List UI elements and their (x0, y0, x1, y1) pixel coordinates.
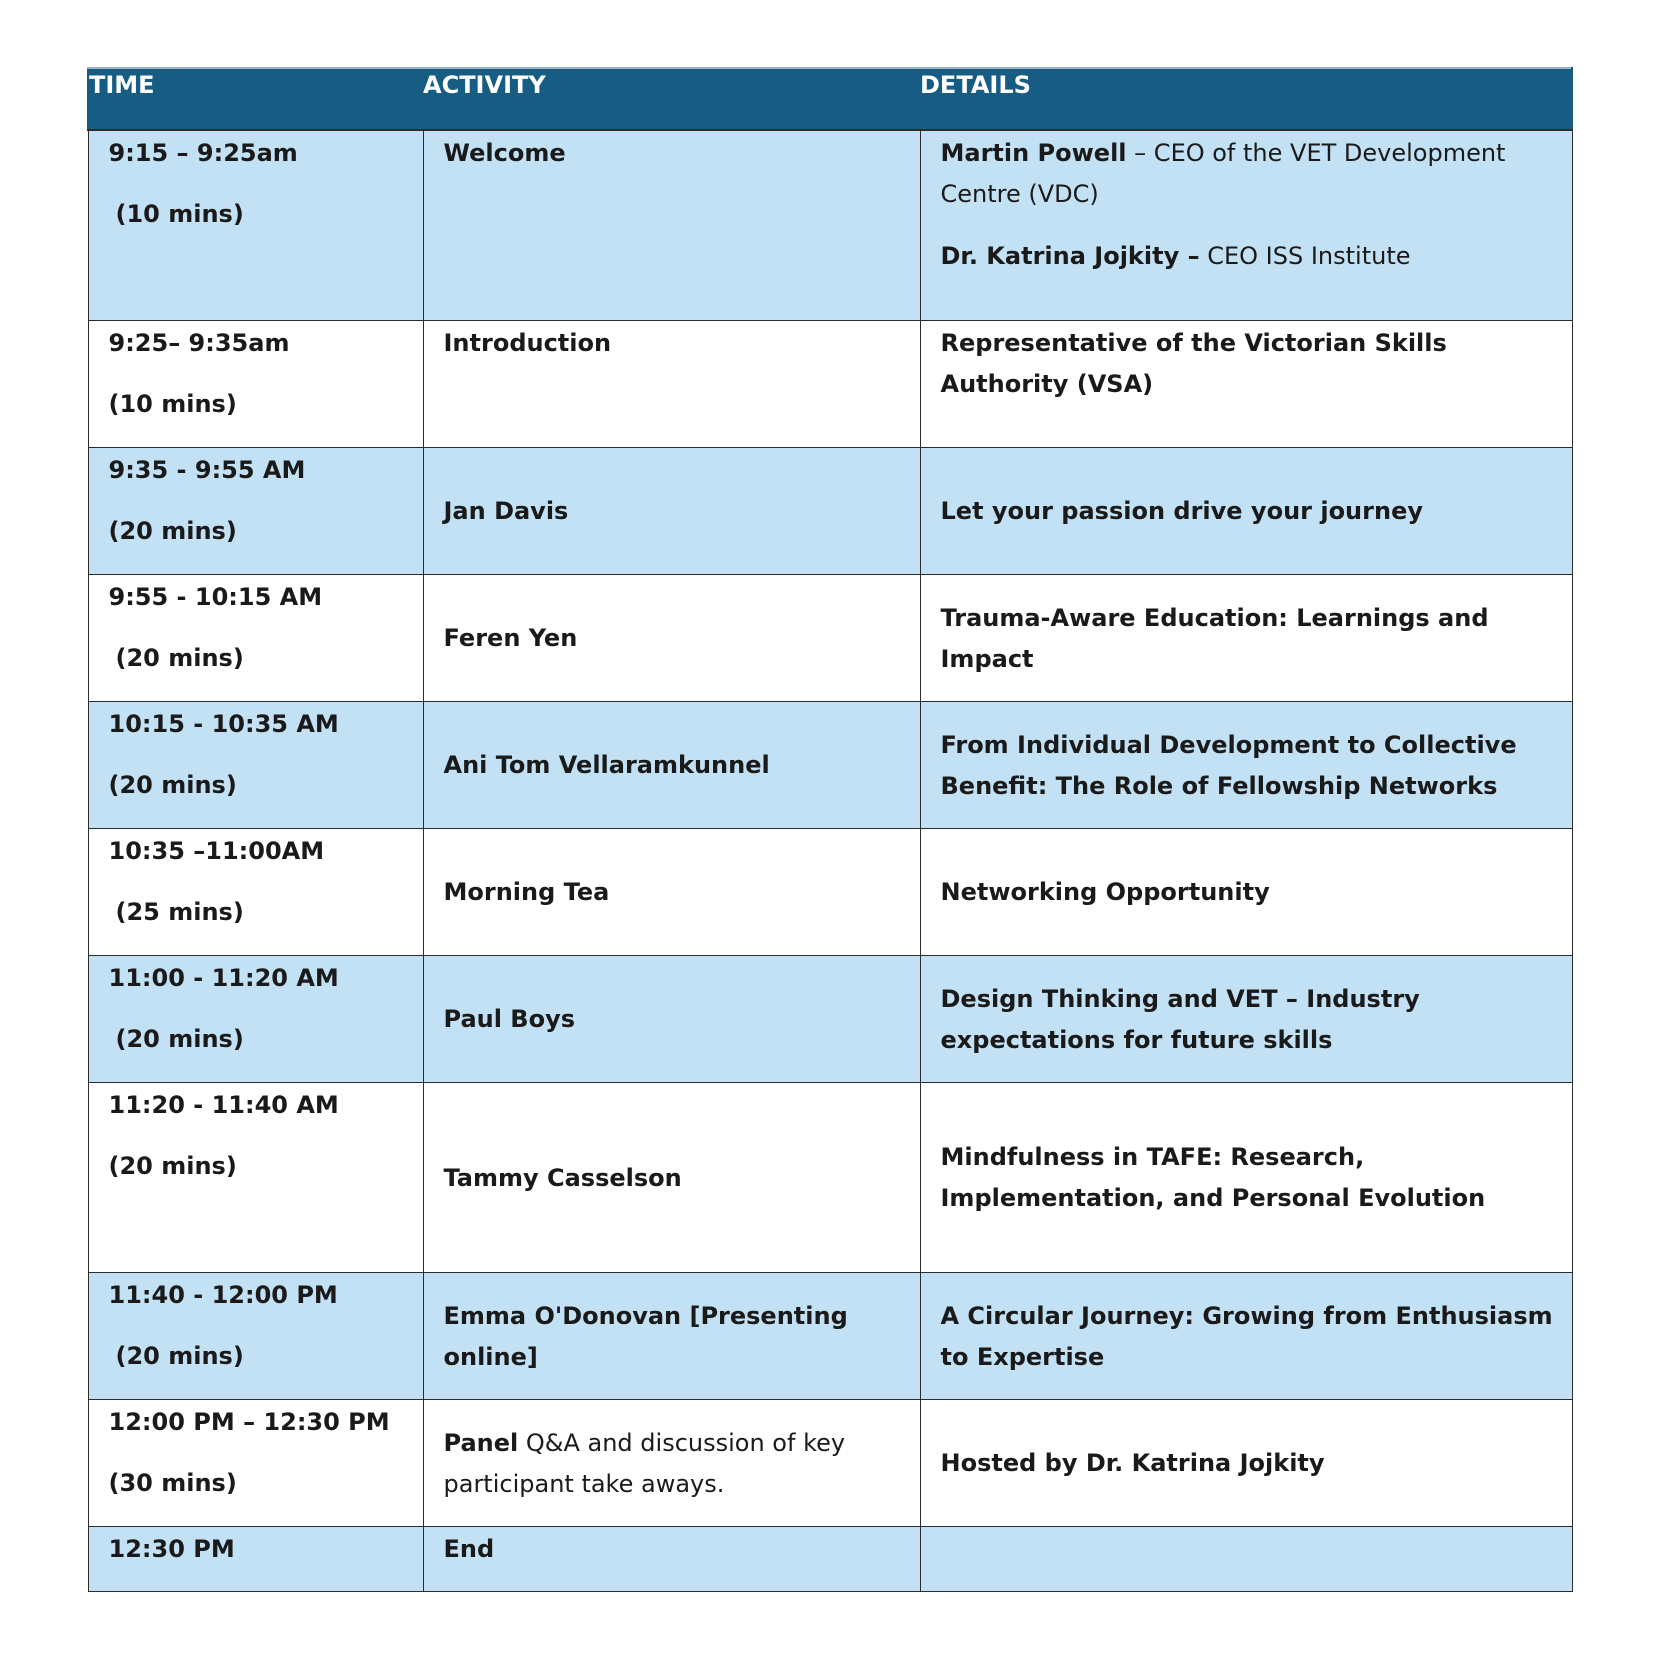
details-cell (920, 1082, 1572, 1272)
table-row (88, 320, 1572, 447)
details-cell (920, 828, 1572, 955)
agenda-table (87, 67, 1573, 1592)
time-cell (88, 130, 423, 320)
details-rest: CEO ISS Institute (1199, 242, 1411, 270)
activity-cell (423, 955, 920, 1082)
activity-text: Tammy Casselson (443, 1163, 682, 1192)
time-cell (88, 1082, 423, 1272)
details-cell (920, 701, 1572, 828)
details-text: Let your passion drive your journey (940, 497, 1423, 525)
table-row (88, 130, 1572, 320)
details-name: Dr. Katrina Jojkity – (940, 242, 1200, 270)
table-row (88, 701, 1572, 828)
details-cell (920, 574, 1572, 701)
details-cell (920, 1272, 1572, 1399)
time-duration: (10 mins) (108, 389, 237, 418)
time-duration: (20 mins) (108, 770, 237, 799)
details-rest: – CEO of the VET Development Centre (VDC) (940, 139, 1506, 208)
time-range: 9:15 – 9:25am (108, 139, 298, 167)
activity-text: Feren Yen (443, 624, 578, 652)
activity-cell (423, 828, 920, 955)
details-line (941, 133, 1568, 215)
activity-rest: Q&A and discussion of key participant take aways. (443, 1428, 846, 1498)
table-row (88, 1272, 1572, 1399)
time-range: 9:55 - 10:15 AM (108, 582, 323, 611)
time-range: 11:40 - 12:00 PM (108, 1280, 338, 1309)
details-text: Hosted by Dr. Katrina Jojkity (940, 1449, 1325, 1477)
time-cell (88, 1272, 423, 1399)
activity-bold: Panel (443, 1428, 519, 1457)
activity-cell (423, 1082, 920, 1272)
activity-cell (423, 1526, 920, 1591)
details-text: Trauma-Aware Education: Learnings and Impact (940, 603, 1489, 673)
details-text: Mindfulness in TAFE: Research, Implementation, and Personal Evolution (940, 1143, 1486, 1212)
time-range: 12:00 PM – 12:30 PM (108, 1407, 390, 1436)
time-range: 10:15 - 10:35 AM (108, 709, 339, 738)
header-row (88, 68, 1572, 130)
activity-cell (423, 574, 920, 701)
time-duration: (30 mins) (108, 1468, 237, 1497)
time-range: 9:25– 9:35am (108, 328, 290, 357)
details-text: Representative of the Victorian Skills Authority (VSA) (940, 328, 1447, 398)
details-text: Design Thinking and VET – Industry expectations for future skills (940, 984, 1420, 1054)
table-row (88, 955, 1572, 1082)
time-range: 9:35 - 9:55 AM (108, 455, 306, 484)
activity-text: Welcome (443, 139, 566, 167)
table-row (88, 828, 1572, 955)
activity-text: Ani Tom Vellaramkunnel (443, 751, 770, 779)
time-cell (88, 574, 423, 701)
activity-text: Paul Boys (443, 1005, 576, 1033)
activity-text: Introduction (443, 328, 612, 357)
time-cell (88, 955, 423, 1082)
activity-text: Morning Tea (443, 878, 610, 906)
details-name: Martin Powell (940, 139, 1127, 167)
details-text: Networking Opportunity (940, 878, 1270, 906)
table-row (88, 1526, 1572, 1591)
time-range: 11:00 - 11:20 AM (108, 963, 339, 992)
time-duration: (20 mins) (108, 1151, 237, 1180)
time-cell (88, 320, 423, 447)
table-row (88, 1082, 1572, 1272)
details-cell (920, 1399, 1572, 1526)
time-duration: (25 mins) (115, 897, 244, 926)
time-range: 10:35 –11:00AM (108, 836, 325, 865)
time-duration: (20 mins) (115, 643, 244, 672)
activity-cell (423, 1272, 920, 1399)
table-row (88, 574, 1572, 701)
time-cell (88, 1526, 423, 1591)
time-range: 11:20 - 11:40 AM (108, 1090, 339, 1119)
details-cell (920, 1526, 1572, 1591)
time-cell (88, 447, 423, 574)
activity-cell (423, 130, 920, 320)
time-cell (88, 1399, 423, 1526)
activity-cell (423, 447, 920, 574)
header-time: TIME (88, 68, 423, 130)
table-row (88, 1399, 1572, 1526)
details-cell (920, 447, 1572, 574)
details-line (941, 236, 1568, 277)
details-text: From Individual Development to Collective Benefit: The Role of Fellowship Networks (940, 730, 1517, 800)
activity-text: Jan Davis (443, 497, 569, 525)
time-duration: (20 mins) (115, 1341, 244, 1370)
time-duration: (20 mins) (108, 516, 237, 545)
header-activity: ACTIVITY (423, 68, 920, 130)
time-cell (88, 701, 423, 828)
time-duration: (20 mins) (115, 1024, 244, 1053)
details-cell (920, 320, 1572, 447)
activity-text: End (443, 1534, 495, 1563)
time-cell (88, 828, 423, 955)
details-cell (920, 130, 1572, 320)
header-details: DETAILS (920, 68, 1572, 130)
activity-cell (423, 1399, 920, 1526)
activity-text: Emma O'Donovan [Presenting online] (443, 1301, 848, 1371)
activity-cell (423, 701, 920, 828)
time-duration: (10 mins) (115, 200, 244, 228)
activity-cell (423, 320, 920, 447)
time-range: 12:30 PM (108, 1534, 235, 1563)
details-text: A Circular Journey: Growing from Enthusiasm to Expertise (940, 1301, 1553, 1371)
details-cell (920, 955, 1572, 1082)
table-row (88, 447, 1572, 574)
